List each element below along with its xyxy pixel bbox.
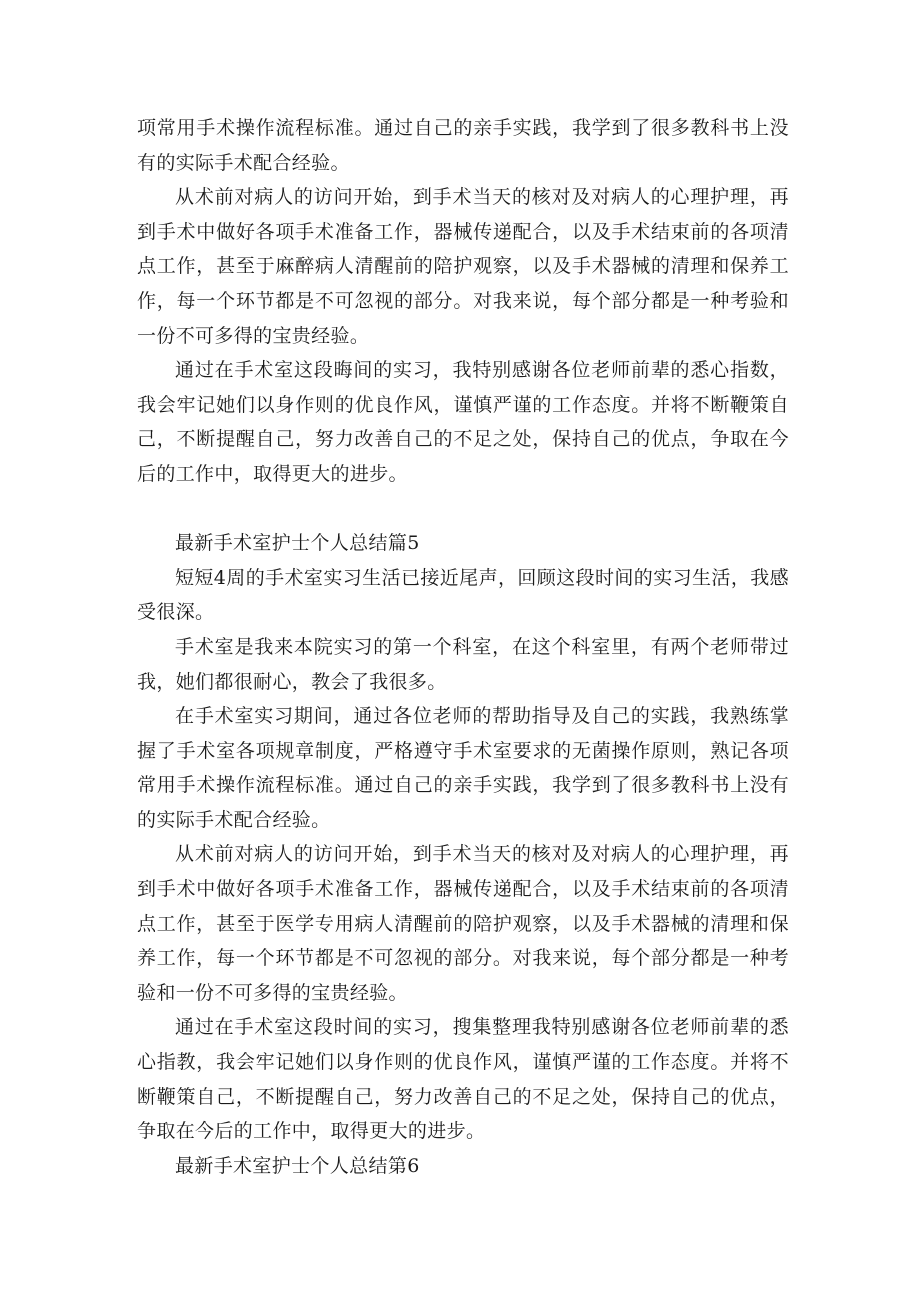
- section-spacer: [137, 492, 789, 527]
- section-heading-5: 最新手术室护士个人总结篇5: [175, 532, 420, 555]
- document-body: [137, 111, 789, 1183]
- paragraph: 通过在手术室这段时间的实习，搜集整理我特别感谢各位老师前辈的悉心指教，我会牢记她们以身作则的优良作风，谨慎严谨的工作态度。并将不断鞭策自己，不断提醒自己，努力改善自己的不足之处，保持自己的优点，争取在今后的工作中，取得更大的进步。: [137, 1016, 789, 1143]
- paragraph: 通过在手术室这段晦间的实习，我特别感谢各位老师前辈的悉心指数，我会牢记她们以身作则的优良作风，谨慎严谨的工作态度。并将不断鞭策自己，不断提醒自己，努力改善自己的不足之处，保持自己的优点，争取在今后的工作中，取得更大的进步。: [137, 359, 789, 485]
- paragraph: 在手术室实习期间，通过各位老师的帮助指导及自己的实践，我熟练掌握了手术室各项规章制度，严格遵守手术室要求的无菌操作原则，熟记各项常用手术操作流程标准。通过自己的亲手实践，我学到了很多教科书上没有的实际手术配合经验。: [137, 705, 789, 831]
- paragraph: 手术室是我来本院实习的第一个科室，在这个科室里，有两个老师带过我，她们都很耐心，教会了我很多。: [137, 635, 789, 693]
- paragraph: 从术前对病人的访问开始，到手术当天的核对及对病人的心理护理，再到手术中做好各项手术准备工作，器械传递配合，以及手术结束前的各项清点工作，甚至于麻醉病人清醒前的陪护观察，以及手术器械的清理和保养工作，每一个环节都是不可忽视的部分。对我来说，每个部分都是一种考验和一份不可多得的宝贵经验。: [137, 186, 789, 347]
- paragraph: 从术前对病人的访问开始，到手术当天的核对及对病人的心理护理，再到手术中做好各项手术准备工作，器械传递配合，以及手术结束前的各项清点工作，甚至于医学专用病人清醒前的陪护观察，以及手术器械的清理和保养工作，每一个环节都是不可忽视的部分。对我来说，每个部分都是一种考验和一份不可多得的宝贵经验。: [137, 843, 789, 1004]
- paragraph-continuation: 项常用手术操作流程标准。通过自己的亲手实践，我学到了很多教科书上没有的实际手术配合经验。: [137, 117, 789, 174]
- section-heading-6: 最新手术室护士个人总结第6: [175, 1154, 420, 1177]
- paragraph: 短短4周的手术室实习生活已接近尾声，回顾这段时间的实习生活，我感受很深。: [137, 566, 789, 624]
